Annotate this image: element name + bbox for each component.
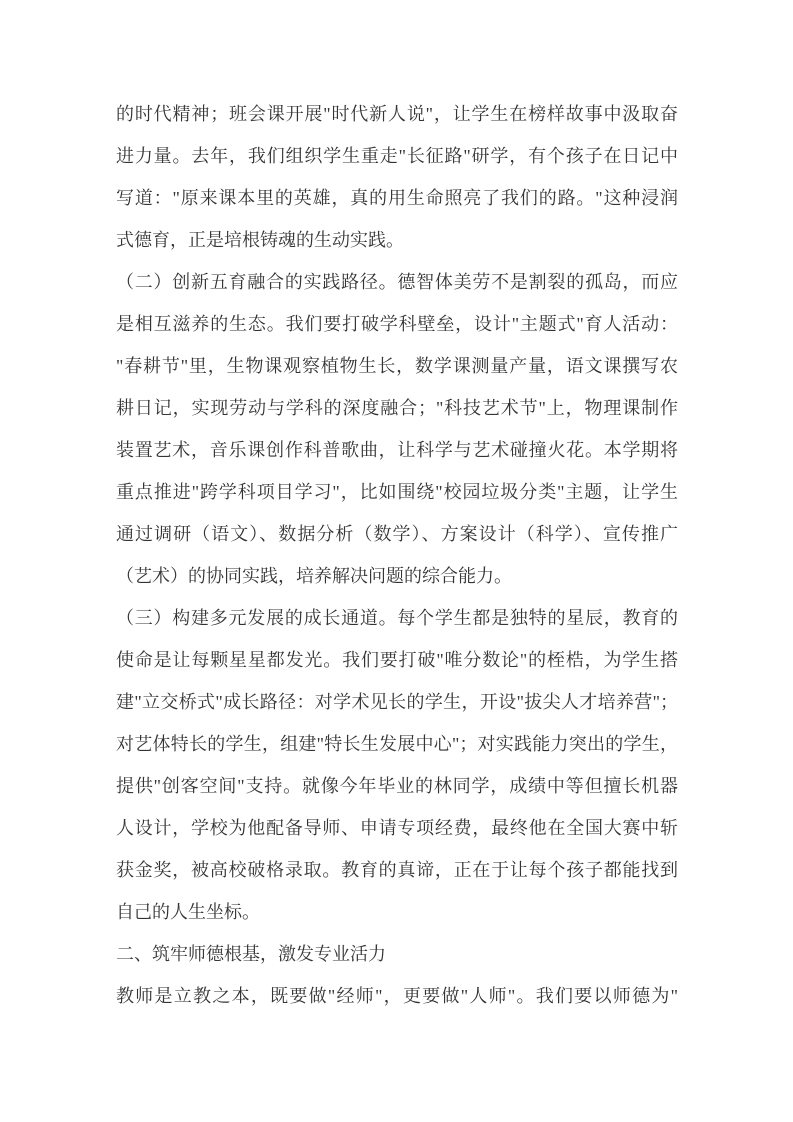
text-line: （艺术）的协同实践，培养解决问题的综合能力。	[116, 566, 512, 586]
text-line: 进力量。去年，我们组织学生重走"长征路"研学，有个孩子在日记中	[116, 146, 678, 166]
text-line: 重点推进"跨学科项目学习"，比如围绕"校园垃圾分类"主题，让学生	[116, 482, 678, 502]
text-line: 耕日记，实现劳动与学科的深度融合；"科技艺术节"上，物理课制作	[116, 398, 678, 418]
text-line: 提供"创客空间"支持。就像今年毕业的林同学，成绩中等但擅长机器	[116, 776, 678, 796]
text-line: 教师是立教之本，既要做"经师"，更要做"人师"。我们要以师德为"	[116, 986, 678, 1006]
text-line: （三）构建多元发展的成长通道。每个学生都是独特的星辰，教育的	[116, 608, 678, 628]
text-line: 是相互滋养的生态。我们要打破学科壁垒，设计"主题式"育人活动：	[116, 314, 678, 334]
text-line: 对艺体特长的学生，组建"特长生发展中心"；对实践能力突出的学生，	[116, 734, 678, 754]
section-heading: 二、筑牢师德根基，激发专业活力	[116, 944, 386, 964]
text-line: 获金奖，被高校破格录取。教育的真谛，正在于让每个孩子都能找到	[116, 860, 678, 880]
text-line: 通过调研（语文）、数据分析（数学）、方案设计（科学）、宣传推广	[116, 524, 678, 544]
text-line: 建"立交桥式"成长路径：对学术见长的学生，开设"拔尖人才培养营"；	[116, 692, 678, 712]
text-line: 使命是让每颗星星都发光。我们要打破"唯分数论"的桎梏，为学生搭	[116, 650, 678, 670]
text-line: 写道："原来课本里的英雄，真的用生命照亮了我们的路。"这种浸润	[116, 188, 678, 208]
text-line: （二）创新五育融合的实践路径。德智体美劳不是割裂的孤岛，而应	[116, 272, 678, 292]
text-line: 人设计，学校为他配备导师、申请专项经费，最终他在全国大赛中斩	[116, 818, 678, 838]
text-line: "春耕节"里，生物课观察植物生长，数学课测量产量，语文课撰写农	[116, 356, 678, 376]
text-line: 装置艺术，音乐课创作科普歌曲，让科学与艺术碰撞火花。本学期将	[116, 440, 678, 460]
text-line: 式德育，正是培根铸魂的生动实践。	[116, 230, 404, 250]
text-line: 的时代精神；班会课开展"时代新人说"，让学生在榜样故事中汲取奋	[116, 104, 678, 124]
document-body	[116, 93, 678, 1017]
text-line: 自己的人生坐标。	[116, 902, 260, 922]
